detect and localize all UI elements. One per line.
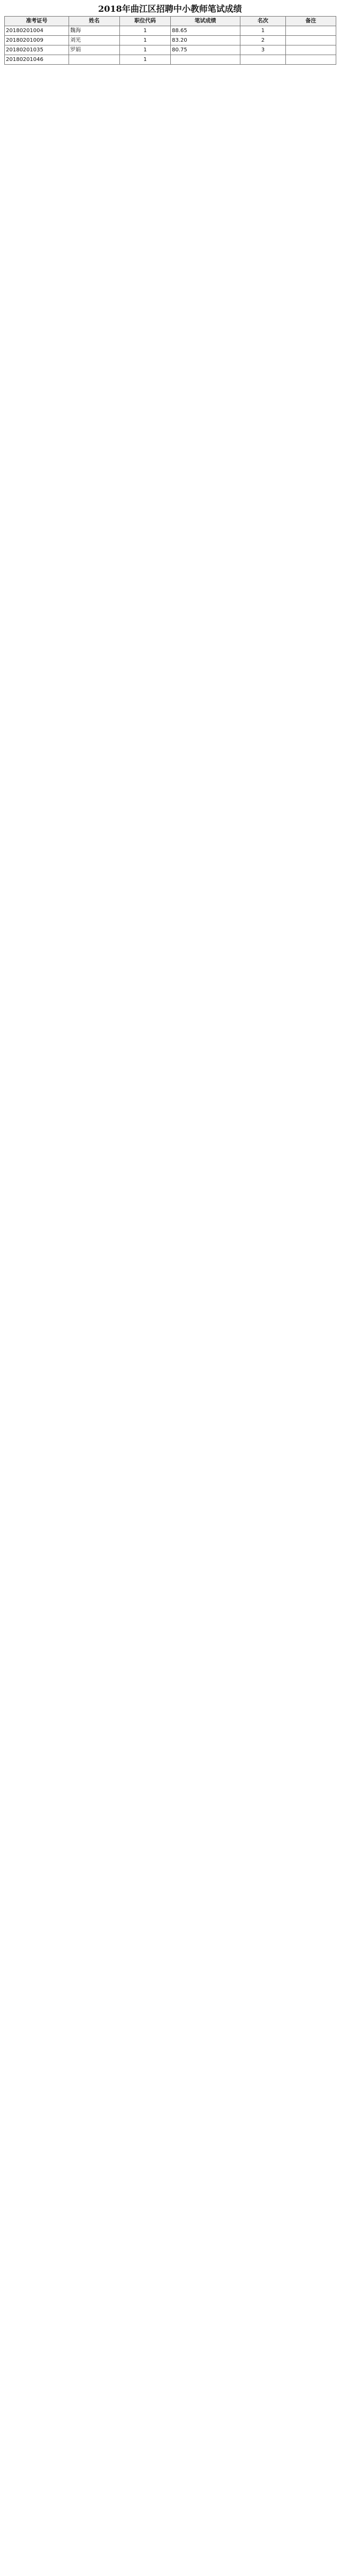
cell-name [69, 55, 120, 65]
column-header-remark: 备注 [286, 17, 336, 26]
score-table [4, 16, 336, 65]
column-header-written-score: 笔试成绩 [171, 17, 240, 26]
cell-written-score: 88.65 [171, 26, 240, 36]
cell-rank [240, 55, 286, 65]
cell-remark [286, 26, 336, 36]
cell-remark [286, 45, 336, 55]
cell-exam-id: 20180201004 [5, 26, 69, 36]
column-header-rank: 名次 [240, 17, 286, 26]
column-header-position-code: 职位代码 [120, 17, 171, 26]
table-row [5, 45, 336, 55]
cell-written-score [171, 55, 240, 65]
cell-name: 罗娟 [69, 45, 120, 55]
cell-position-code: 1 [120, 55, 171, 65]
cell-exam-id: 20180201009 [5, 36, 69, 45]
table-row [5, 36, 336, 45]
cell-remark [286, 55, 336, 65]
cell-remark [286, 36, 336, 45]
cell-rank: 2 [240, 36, 286, 45]
column-header-name: 姓名 [69, 17, 120, 26]
cell-rank: 3 [240, 45, 286, 55]
cell-name: 魏海 [69, 26, 120, 36]
cell-rank: 1 [240, 26, 286, 36]
cell-exam-id: 20180201046 [5, 55, 69, 65]
cell-name: 刘光 [69, 36, 120, 45]
cell-written-score: 83.20 [171, 36, 240, 45]
page-title: 2018年曲江区招聘中小教师笔试成绩 [98, 4, 242, 14]
table-header-row [5, 17, 336, 26]
table-row [5, 26, 336, 36]
column-header-exam-id: 准考证号 [5, 17, 69, 26]
cell-position-code: 1 [120, 36, 171, 45]
table-row [5, 55, 336, 65]
cell-exam-id: 20180201035 [5, 45, 69, 55]
cell-written-score: 80.75 [171, 45, 240, 55]
cell-position-code: 1 [120, 26, 171, 36]
cell-position-code: 1 [120, 45, 171, 55]
